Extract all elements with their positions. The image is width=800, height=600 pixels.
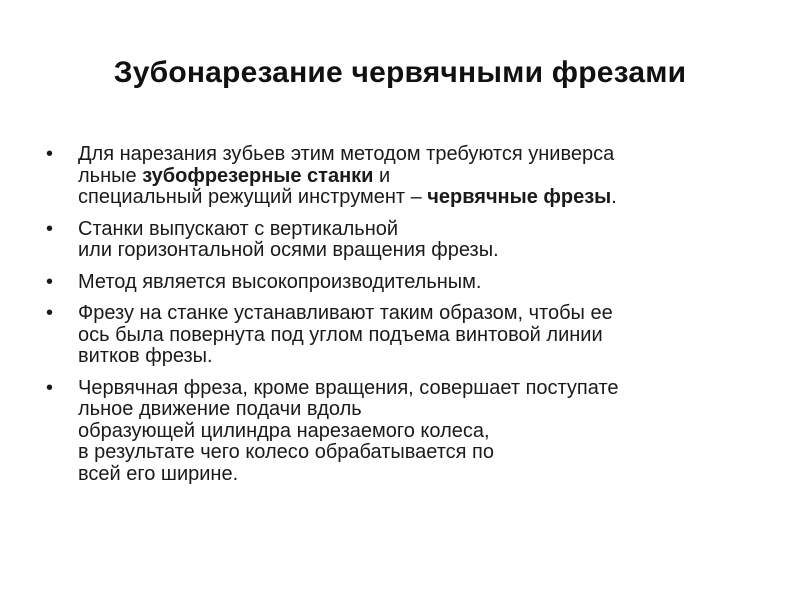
bullet-item-3	[44, 272, 764, 294]
bullet-2-line-1	[78, 219, 764, 241]
bullet-item-5	[44, 378, 764, 486]
bullet-1-line-3	[78, 187, 764, 209]
bullet-3-line-1	[78, 272, 764, 294]
bullet-4-line-3	[78, 346, 764, 368]
emphasis-term: зубофрезерные станки	[142, 164, 374, 187]
text-run: льные	[78, 164, 143, 187]
emphasis-term: червячные фрезы	[427, 186, 612, 208]
text-run: ось была повернута под углом подъема винтовой линии	[78, 323, 603, 346]
bullet-dot-icon: •	[46, 217, 54, 240]
bullet-dot-icon: •	[46, 302, 54, 324]
bullet-dot-icon: •	[46, 376, 54, 399]
bullet-5-line-3	[78, 421, 764, 443]
slide-title: Зубонарезание червячными фрезами	[113, 56, 687, 89]
bullet-5-line-5	[78, 464, 764, 486]
text-run: всей его ширине.	[78, 462, 239, 485]
bullet-5-line-1	[78, 378, 764, 400]
bullet-2-line-2	[78, 240, 764, 262]
bullet-4-line-1	[78, 303, 764, 325]
text-run: или горизонтальной осями вращения фрезы.	[78, 239, 499, 261]
bullet-dot-icon: •	[46, 143, 54, 165]
text-run: льное движение подачи вдоль	[78, 398, 362, 420]
bullet-item-1	[44, 144, 764, 209]
text-run: специальный режущий инструмент –	[78, 186, 428, 208]
bullet-1-line-2	[78, 166, 764, 188]
text-run: .	[611, 186, 617, 208]
text-run: Для нарезания зубьев этим методом требуются универса	[78, 143, 615, 165]
bullet-dot-icon: •	[46, 270, 54, 293]
text-run: витков фрезы.	[78, 345, 213, 367]
text-run: Станки выпускают с вертикальной	[78, 217, 399, 240]
bullet-5-line-4	[78, 442, 764, 464]
text-run: Фрезу на станке устанавливают таким образом, чтобы ее	[78, 302, 613, 324]
bullet-4-line-2	[78, 325, 764, 347]
text-run: Метод является высокопроизводительным.	[78, 270, 482, 293]
text-run: в результате чего колесо обрабатывается по	[78, 441, 494, 463]
bullet-item-4	[44, 303, 764, 368]
bullet-list	[44, 144, 764, 495]
text-run: и	[373, 164, 391, 187]
text-run: Червячная фреза, кроме вращения, совершает поступате	[78, 376, 619, 399]
bullet-item-2	[44, 219, 764, 262]
text-run: образующей цилиндра нарезаемого колеса,	[78, 419, 490, 442]
bullet-1-line-1	[78, 144, 764, 166]
bullet-5-line-2	[78, 399, 764, 421]
